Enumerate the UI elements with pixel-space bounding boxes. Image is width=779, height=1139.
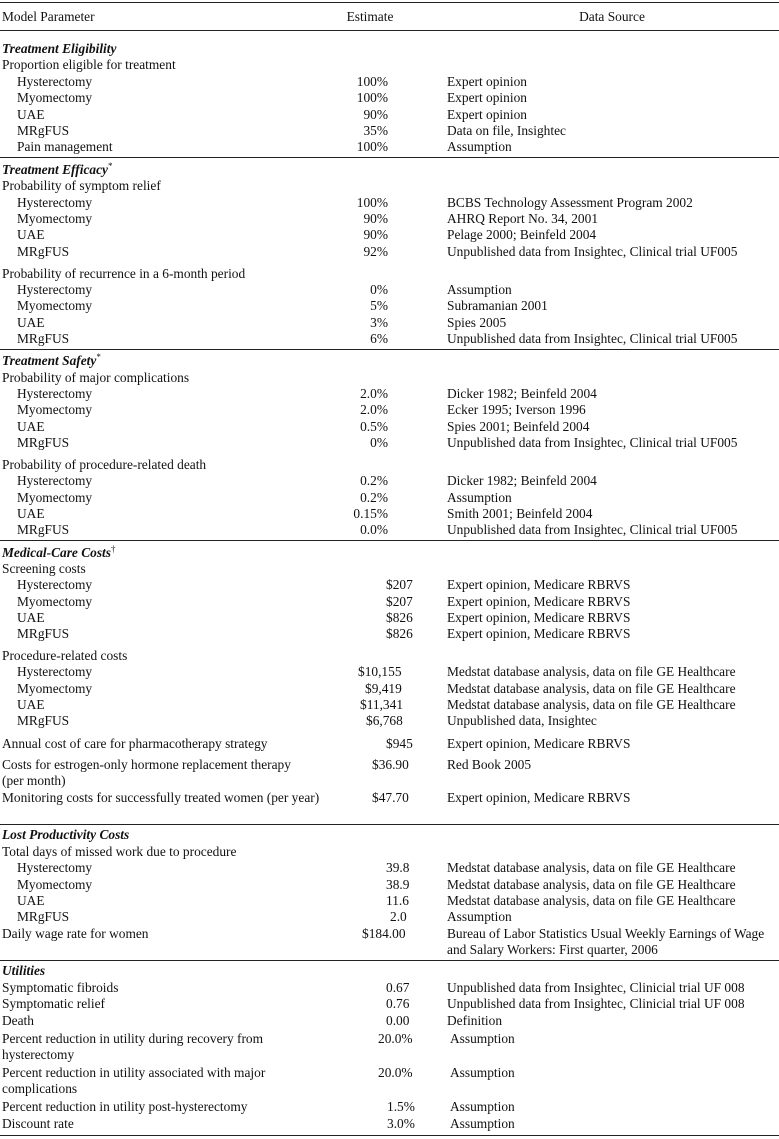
section-heading — [2, 545, 115, 561]
row-label: UAE — [17, 419, 45, 434]
row-source: Smith 2001; Beinfeld 2004 — [447, 506, 593, 521]
row-source: Unpublished data from Insightec, Clinical trial UF005 — [447, 244, 738, 259]
row-source: Expert opinion — [447, 74, 527, 89]
row-source: Assumption — [447, 282, 512, 297]
row-label: Percent reduction in utility during recovery from hysterectomy — [2, 1031, 264, 1063]
header-rule — [0, 30, 779, 31]
row-source: Pelage 2000; Beinfeld 2004 — [447, 227, 597, 242]
row-source: Bureau of Labor Statistics Usual Weekly Earnings of Wage and Salary Workers: First quarter, 2006 — [447, 926, 765, 958]
row-label: Hysterectomy — [17, 74, 93, 89]
row-estimate: $6,768 — [366, 713, 403, 728]
section-title: Medical-Care Costs — [2, 545, 111, 560]
row-estimate: 1.5% — [387, 1099, 415, 1114]
row-label: UAE — [17, 893, 45, 908]
row-label: Probability of major complications — [2, 370, 190, 385]
row-label: Screening costs — [2, 561, 86, 576]
row-source: Assumption — [450, 1116, 515, 1131]
row-source: Assumption — [447, 139, 512, 154]
row-label: MRgFUS — [17, 522, 70, 537]
row-estimate: $36.90 — [372, 757, 409, 772]
row-estimate: 0% — [370, 435, 388, 450]
row-label: Total days of missed work due to procedure — [2, 844, 237, 859]
row-estimate: 0.2% — [360, 473, 388, 488]
row-estimate: 0.15% — [353, 506, 388, 521]
row-estimate: 6% — [370, 331, 388, 346]
row-label: UAE — [17, 107, 45, 122]
row-estimate: $10,155 — [358, 664, 402, 679]
row-label: Myomectomy — [17, 877, 93, 892]
row-source: Medstat database analysis, data on file GE Healthcare — [447, 664, 736, 679]
row-source: Expert opinion, Medicare RBRVS — [447, 736, 631, 751]
row-estimate: $826 — [386, 626, 413, 641]
section-rule — [0, 824, 779, 825]
section-title: Utilities — [2, 963, 46, 978]
row-source: BCBS Technology Assessment Program 2002 — [447, 195, 693, 210]
row-estimate: 2.0% — [360, 402, 388, 417]
row-label: UAE — [17, 697, 45, 712]
row-source: Subramanian 2001 — [447, 298, 548, 313]
row-source: Unpublished data from Insightec, Clinical trial UF005 — [447, 522, 738, 537]
row-label: Hysterectomy — [17, 577, 93, 592]
row-label: Probability of symptom relief — [2, 178, 161, 193]
row-label: Hysterectomy — [17, 664, 93, 679]
row-estimate: 2.0% — [360, 386, 388, 401]
section-title: Lost Productivity Costs — [2, 827, 130, 842]
row-estimate: 0% — [370, 282, 388, 297]
row-label: Probability of recurrence in a 6-month period — [2, 266, 246, 281]
row-source: Medstat database analysis, data on file GE Healthcare — [447, 697, 736, 712]
row-label: Discount rate — [2, 1116, 74, 1131]
row-source: Medstat database analysis, data on file GE Healthcare — [447, 681, 736, 696]
row-source: Data on file, Insightec — [447, 123, 566, 138]
row-source: Expert opinion — [447, 107, 527, 122]
row-source: Assumption — [450, 1065, 515, 1080]
row-label: UAE — [17, 227, 45, 242]
row-estimate: 0.00 — [386, 1013, 410, 1028]
row-source: Red Book 2005 — [447, 757, 532, 772]
row-source: Definition — [447, 1013, 503, 1028]
row-source: Spies 2001; Beinfeld 2004 — [447, 419, 590, 434]
footnote-marker: * — [107, 161, 113, 171]
row-label: Symptomatic relief — [2, 996, 106, 1011]
row-source: Medstat database analysis, data on file GE Healthcare — [447, 877, 736, 892]
row-label: Myomectomy — [17, 90, 93, 105]
row-estimate: 3.0% — [387, 1116, 415, 1131]
row-estimate: 20.0% — [378, 1065, 413, 1080]
row-estimate: 90% — [363, 227, 388, 242]
row-estimate: $11,341 — [360, 697, 404, 712]
row-label: Death — [2, 1013, 34, 1028]
row-estimate: 90% — [363, 107, 388, 122]
row-estimate: 100% — [356, 195, 388, 210]
header-model-parameter: Model Parameter — [2, 9, 95, 24]
row-estimate: 100% — [356, 90, 388, 105]
row-estimate: 2.0 — [390, 909, 407, 924]
section-rule — [0, 349, 779, 350]
top-rule — [0, 2, 779, 3]
row-source: Spies 2005 — [447, 315, 507, 330]
row-estimate: 0.5% — [360, 419, 388, 434]
row-label: MRgFUS — [17, 435, 70, 450]
section-title: Treatment Eligibility — [2, 41, 117, 56]
row-estimate: 5% — [370, 298, 388, 313]
row-label: Myomectomy — [17, 211, 93, 226]
section-title: Treatment Efficacy — [2, 162, 108, 177]
bottom-rule — [0, 1135, 779, 1136]
row-estimate: 3% — [370, 315, 388, 330]
row-label: UAE — [17, 610, 45, 625]
row-label: Myomectomy — [17, 490, 93, 505]
row-source: Ecker 1995; Iverson 1996 — [447, 402, 586, 417]
row-label: Annual cost of care for pharmacotherapy strategy — [2, 736, 268, 751]
section-rule — [0, 960, 779, 961]
row-label: MRgFUS — [17, 626, 70, 641]
row-estimate: $9,419 — [365, 681, 402, 696]
row-label: Percent reduction in utility post-hysterectomy — [2, 1099, 248, 1114]
row-label: Pain management — [17, 139, 113, 154]
row-estimate: 100% — [356, 74, 388, 89]
row-label: Percent reduction in utility associated with major complications — [2, 1065, 266, 1097]
row-estimate: 39.8 — [386, 860, 410, 875]
row-label: Myomectomy — [17, 402, 93, 417]
row-label: UAE — [17, 315, 45, 330]
section-heading — [2, 827, 129, 843]
row-source: Medstat database analysis, data on file GE Healthcare — [447, 893, 736, 908]
row-source: Assumption — [450, 1031, 515, 1046]
row-source: Assumption — [450, 1099, 515, 1114]
section-rule — [0, 157, 779, 158]
row-label: Hysterectomy — [17, 860, 93, 875]
row-source: Assumption — [447, 490, 512, 505]
row-label: Myomectomy — [17, 298, 93, 313]
row-estimate: 0.2% — [360, 490, 388, 505]
footnote-marker: * — [96, 352, 101, 362]
row-estimate: $207 — [386, 594, 413, 609]
row-label: UAE — [17, 506, 45, 521]
row-source: Unpublished data, Insightec — [447, 713, 597, 728]
row-source: Expert opinion — [447, 90, 527, 105]
row-source: Unpublished data from Insightec, Clinicial trial UF 008 — [447, 996, 745, 1011]
row-estimate: 0.76 — [386, 996, 410, 1011]
row-estimate: 0.67 — [386, 980, 410, 995]
row-estimate: 35% — [363, 123, 388, 138]
row-label: Hysterectomy — [17, 386, 93, 401]
section-rule — [0, 540, 779, 541]
row-source: Expert opinion, Medicare RBRVS — [447, 610, 631, 625]
row-label: Proportion eligible for treatment — [2, 57, 176, 72]
row-source: Unpublished data from Insightec, Clinicial trial UF 008 — [447, 980, 745, 995]
row-estimate: 11.6 — [386, 893, 409, 908]
row-source: Unpublished data from Insightec, Clinical trial UF005 — [447, 435, 738, 450]
row-estimate: 100% — [356, 139, 388, 154]
row-source: Expert opinion, Medicare RBRVS — [447, 594, 631, 609]
row-estimate: $945 — [386, 736, 413, 751]
row-label: Symptomatic fibroids — [2, 980, 119, 995]
row-label: MRgFUS — [17, 331, 70, 346]
row-label: MRgFUS — [17, 713, 70, 728]
section-heading — [2, 162, 112, 178]
row-estimate: $47.70 — [372, 790, 409, 805]
header-data-source: Data Source — [579, 9, 645, 24]
row-label: Daily wage rate for women — [2, 926, 149, 941]
row-label: Procedure-related costs — [2, 648, 128, 663]
row-label: Probability of procedure-related death — [2, 457, 207, 472]
section-heading — [2, 963, 45, 979]
row-source: Dicker 1982; Beinfeld 2004 — [447, 386, 597, 401]
row-label: Costs for estrogen-only hormone replacement therapy (per month) — [2, 757, 291, 789]
section-heading — [2, 41, 116, 57]
row-label: Hysterectomy — [17, 282, 93, 297]
row-estimate: 20.0% — [378, 1031, 413, 1046]
row-label: MRgFUS — [17, 244, 70, 259]
row-estimate: 90% — [363, 211, 388, 226]
row-label: Hysterectomy — [17, 195, 93, 210]
row-source: Medstat database analysis, data on file GE Healthcare — [447, 860, 736, 875]
section-heading — [2, 353, 101, 369]
row-estimate: $207 — [386, 577, 413, 592]
row-estimate: 38.9 — [386, 877, 410, 892]
row-estimate: $826 — [386, 610, 413, 625]
section-title: Treatment Safety — [2, 353, 97, 368]
row-estimate: 92% — [363, 244, 388, 259]
row-estimate: $184.00 — [362, 926, 406, 941]
row-source: Expert opinion, Medicare RBRVS — [447, 577, 631, 592]
row-label: MRgFUS — [17, 909, 70, 924]
row-source: Assumption — [447, 909, 512, 924]
row-label: Myomectomy — [17, 681, 93, 696]
row-source: Dicker 1982; Beinfeld 2004 — [447, 473, 597, 488]
row-estimate: 0.0% — [360, 522, 388, 537]
row-label: Monitoring costs for successfully treated women (per year) — [2, 790, 320, 805]
row-source: Unpublished data from Insightec, Clinical trial UF005 — [447, 331, 738, 346]
row-source: Expert opinion, Medicare RBRVS — [447, 626, 631, 641]
footnote-marker: † — [110, 544, 116, 554]
row-label: Hysterectomy — [17, 473, 93, 488]
row-label: Myomectomy — [17, 594, 93, 609]
row-label: MRgFUS — [17, 123, 70, 138]
row-source: AHRQ Report No. 34, 2001 — [447, 211, 599, 226]
row-source: Expert opinion, Medicare RBRVS — [447, 790, 631, 805]
header-estimate: Estimate — [346, 9, 394, 24]
